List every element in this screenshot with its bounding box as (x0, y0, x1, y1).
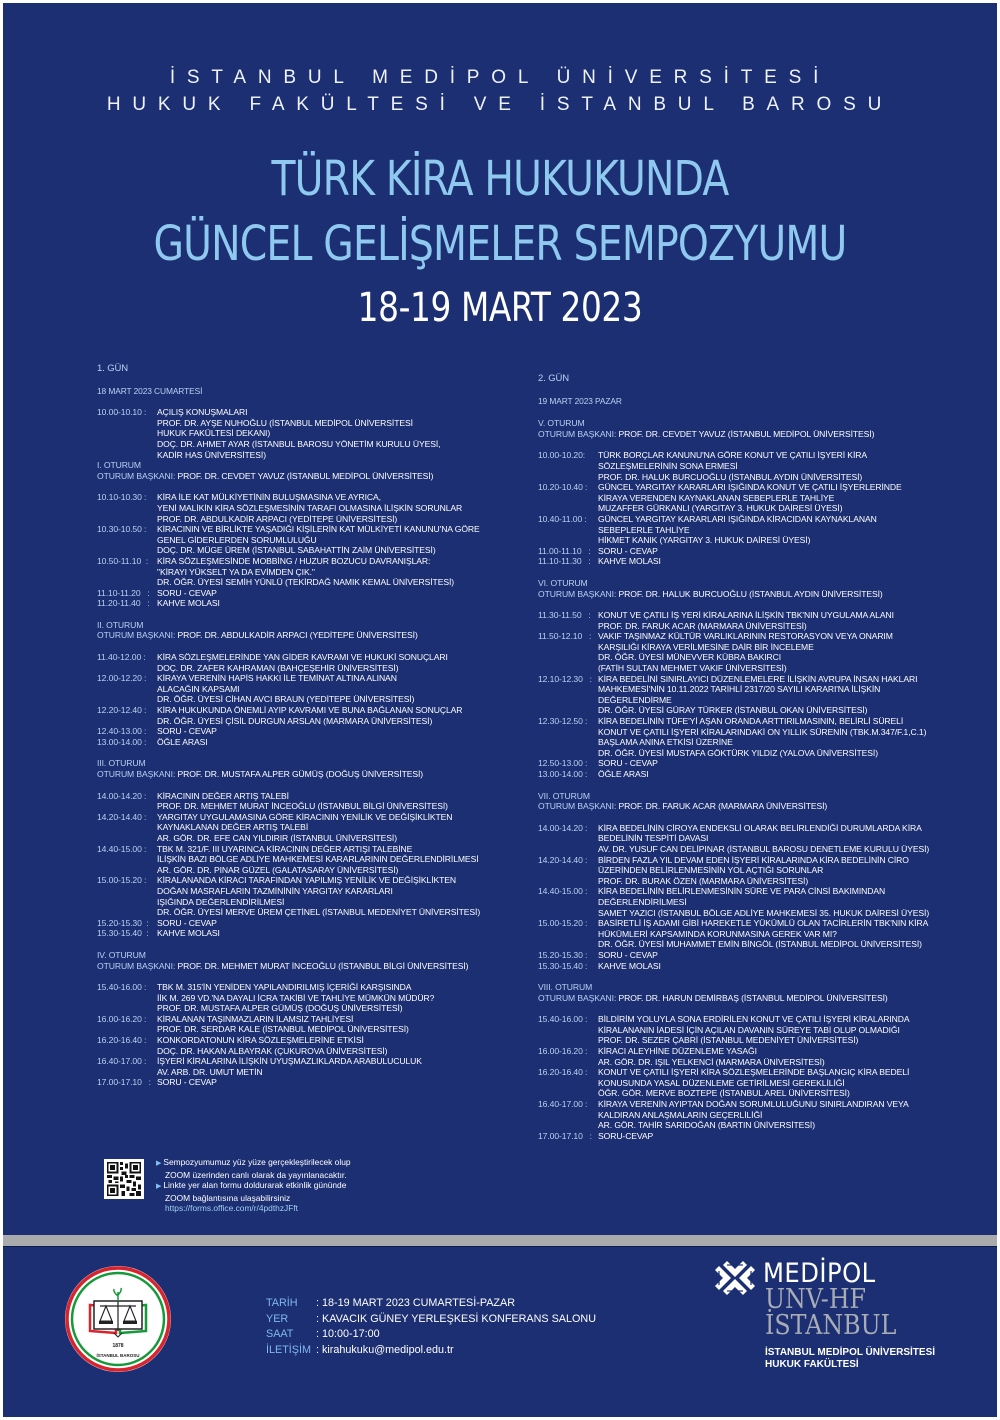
program-item-time: 11.10-11.30 : (538, 556, 593, 567)
poster (3, 3, 997, 1417)
session-chair-name: PROF. DR. MEHMET MURAT İNCEOĞLU (İSTANBUL BİLGİ ÜNİVERSİTESİ) (177, 960, 469, 971)
program-item-line: PROF. DR. ABDULKADİR ARPACI (YEDİTEPE ÜNİVERSİTESİ) (157, 513, 398, 524)
program-item-line: PROF. DR. HALUK BURCUOĞLU (İSTANBUL AYDIN ÜNİVERSİTESİ) (598, 471, 863, 482)
opening-speaker-cont: KADİR HAS ÜNİVERSİTESİ) (157, 449, 266, 460)
program-item-line: PROF. DR. FARUK ACAR (MARMARA ÜNİVERSİTESİ) (598, 620, 807, 631)
event-time-row (266, 1327, 596, 1343)
program-item-line: AR. GÖR. TAHİR SARIDOĞAN (BARTIN ÜNİVERSİTESİ) (598, 1120, 815, 1131)
session-chair (97, 769, 517, 780)
program-item-title: BİLDİRİM YOLUYLA SONA ERDİRİLEN KONUT VE ÇATILI İŞYERİ KİRALARINDA (598, 1014, 910, 1025)
org-line-2: HUKUK FAKÜLTESİ VE İSTANBUL BAROSU (106, 94, 894, 115)
program-item (97, 737, 517, 748)
program-item-title: KAHVE MOLASI (157, 928, 220, 939)
program-item-time: 15.40-16.00 : (538, 1014, 590, 1025)
program-item (538, 758, 958, 769)
program-item (538, 631, 958, 673)
session-chair-name: PROF. DR. HARUN DEMİRBAŞ (İSTANBUL MEDİPOL ÜNİVERSİTESİ) (618, 992, 888, 1003)
program-item-line: KALDIRAN ANLAŞMALARIN GEÇERLİLİĞİ (598, 1109, 763, 1120)
program-item-line: DEĞERLENDİRİLMESİ (598, 896, 687, 907)
program-item-time: 11.10-11.20 : (97, 587, 152, 598)
program-item (538, 1067, 958, 1099)
program-item-line: HÜKÜMLERİ KAPSAMINDA KORUNMASINA GEREK VAR MI? (598, 928, 837, 939)
program-item (538, 950, 958, 961)
session-chair-name: PROF. DR. ABDULKADİR ARPACI (YEDİTEPE ÜNİVERSİTESİ) (177, 630, 418, 641)
program-item (538, 855, 958, 887)
program-item (538, 674, 958, 716)
istanbul-barosu-logo (64, 1265, 172, 1373)
program-item (97, 598, 517, 609)
program-item-title: SORU - CEVAP (157, 917, 217, 928)
program-item-time: 12.30-12.50 : (538, 716, 590, 727)
program-item-line: "KİRAYI YÜKSELT YA DA EVİMDEN ÇIK." (157, 566, 315, 577)
program-item-title: KİRACI ALEYHİNE DÜZENLEME YASAĞI (598, 1046, 757, 1057)
program-item-line: KONUT VE ÇATILI İŞYERİ KİRALARINDAKİ ON YILLIK SÜRENİN (TBK.M.347/F.1,C.1) (598, 726, 927, 737)
program-item (97, 918, 517, 929)
event-date-value: : 18-19 MART 2023 CUMARTESİ-PAZAR (316, 1297, 516, 1309)
program-item-line: (FATİH SULTAN MEHMET VAKIF ÜNİVERSİTESİ) (598, 663, 787, 674)
program-item-time: 11.50-12.10 : (538, 631, 594, 642)
online-info-line: ZOOM bağlantısına ulaşabilirsiniz (165, 1192, 291, 1203)
session-chair-name: PROF. DR. MUSTAFA ALPER GÜMÜŞ (DOĞUŞ ÜNİVERSİTESİ) (177, 769, 424, 779)
program-item (97, 791, 517, 812)
opening-speaker: DOÇ. DR. AHMET AYAR (İSTANBUL BAROSU YÖNETİM KURULU ÜYESİ, (157, 438, 441, 449)
program-item-line: KARŞILIĞI KİRAYA VERİLMESİNE DAİR BİR İNCELEME (598, 641, 814, 652)
session-chair-name: PROF. DR. FARUK ACAR (MARMARA ÜNİVERSİTESİ) (618, 801, 828, 812)
session-chair-name: PROF. DR. HALUK BURCUOĞLU (İSTANBUL AYDIN ÜNİVERSİTESİ) (618, 588, 883, 599)
program-item (538, 716, 958, 758)
opening-title: AÇILIŞ KONUŞMALARI (157, 407, 248, 418)
program-item-line: BAŞLAMA ANINA ETKİSİ ÜZERİNE (598, 737, 733, 748)
session-chair-label: OTURUM BAŞKANI: (538, 588, 619, 599)
svg-text:1878: 1878 (112, 1343, 124, 1349)
program-item-title: KONUT VE ÇATILI İŞYERİ KİRA SÖZLEŞMELERİNDE BAŞLANGIÇ KİRA BEDELİ (598, 1067, 910, 1078)
program-item-title: BASİRETLİ İŞ ADAMI GİBİ HAREKETLE YÜKÜMLÜ OLAN TACİRLERİN TBK'NIN KİRA (598, 918, 929, 929)
program-item-title: GÜNCEL YARGITAY KARARLARI IŞIĞINDA KİRACIDAN KAYNAKLANAN (598, 513, 877, 524)
day-1-date: 18 MART 2023 CUMARTESİ (97, 385, 203, 396)
program-item-line: SAMET YAZICI (İSTANBUL BÖLGE ADLİYE MAHKEMESİ 35. HUKUK DAİRESİ ÜYESİ) (598, 907, 930, 918)
program-item-title: KİRA BEDELİNİN BELİRLENMESİNİN SÜRE VE PARA CİNSİ BAKIMINDAN (598, 886, 886, 897)
program-item-time: 16.00-16.20 : (538, 1046, 590, 1057)
program-item-line: AR. GÖR. DR. PINAR GÜZEL (GALATASARAY ÜNİVERSİTESİ) (157, 864, 399, 875)
online-info-line: ZOOM üzerinden canlı olarak da yayınlanacaktır. (165, 1169, 347, 1180)
program-item-time: 10.30-10.50 : (97, 524, 149, 535)
session-chair-label: OTURUM BAŞKANI: (538, 801, 619, 812)
session-title: VII. OTURUM (538, 790, 590, 801)
program-item-time: 15.20-15.30 : (538, 949, 590, 960)
program-item-time: 13.00-14.00 : (538, 769, 590, 779)
program-item (538, 514, 958, 546)
program-item (538, 610, 958, 631)
symposium-title-line-2: GÜNCEL GELİŞMELER SEMPOZYUMU (153, 216, 847, 272)
medipol-mark-icon (713, 1259, 757, 1297)
session-block (538, 791, 958, 972)
program-item-line: DOÇ. DR. ZAFER KAHRAMAN (BAHÇEŞEHİR ÜNİVERSİTESİ) (157, 662, 399, 673)
program-item-time: 12.40-13.00 : (97, 726, 149, 737)
program-item-title: KİRA İLE KAT MÜLKİYETİNİN BULUŞMASINA VE AYRICA, (157, 492, 381, 503)
program-item (538, 823, 958, 855)
program-item-time: 10.10-10.30 : (97, 492, 149, 503)
program-item-line: DOĞAN MASRAFLARIN TAZMİNİNİN YARGITAY KARARLARI (157, 885, 393, 896)
program-item-time: 10.50-11.10 : (97, 555, 151, 566)
program-item-line: PROF. DR. BURAK ÖZEN (MARMARA ÜNİVERSİTESİ) (598, 875, 809, 886)
program-item-line: PROF. DR. MEHMET MURAT İNCEOĞLU (İSTANBUL BİLGİ ÜNİVERSİTESİ) (157, 801, 448, 812)
program-item-title: YARGITAY UYGULAMASINA GÖRE KİRACININ YENİLİK VE DEĞİŞİKLİKTEN (157, 811, 453, 822)
program-item (97, 1077, 517, 1088)
program-item-time: 16.00-16.20 : (97, 1013, 149, 1024)
program-item-line: PROF. DR. SERDAR KALE (İSTANBUL MEDİPOL ÜNİVERSİTESİ) (157, 1024, 409, 1035)
svg-text:İSTANBUL BAROSU: İSTANBUL BAROSU (96, 1353, 140, 1358)
event-time-label: SAAT (266, 1328, 294, 1341)
program-item-title: KİRAYA VERENİN AYIPTAN DOĞAN SORUMLULUĞUNU SINIRLANDIRAN VEYA (598, 1099, 909, 1110)
program-item-title: KİRA BEDELİNİ SINIRLAYICI DÜZENLEMELERE İLİŞKİN AVRUPA İNSAN HAKLARI (598, 673, 918, 684)
session-title: IV. OTURUM (97, 949, 146, 960)
footer-divider-line (3, 1246, 997, 1247)
program-item-title: SORU - CEVAP (157, 726, 217, 737)
program-item-line: AV. ARB. DR. UMUT METİN (157, 1066, 263, 1077)
program-item-line: DR. ÖĞR. ÜYESİ MERVE ÜREM ÇETİNEL (İSTANBUL MEDENİYET ÜNİVERSİTESİ) (157, 907, 481, 918)
event-contact-label: İLETİŞİM (266, 1343, 311, 1356)
program-item-line: GENEL GİDERLERDEN SORUMLULUĞU (157, 534, 317, 545)
program-item-time: 11.40-12.00 : (97, 652, 148, 663)
session-chair-label: OTURUM BAŞKANI: (538, 428, 619, 439)
medipol-faculty-1: İSTANBUL MEDİPOL ÜNİVERSİTESİ (765, 1347, 936, 1358)
session-chair (538, 589, 958, 600)
program-item-time: 14.20-14.40 : (97, 811, 149, 822)
program-item-time: 16.40-17.00 : (538, 1099, 590, 1110)
footer-divider (3, 1235, 997, 1246)
event-details (266, 1296, 596, 1358)
program-item-line: DR. ÖĞR. ÜYESİ ÇİSİL DURGUN ARSLAN (MARMARA ÜNİVERSİTESİ) (157, 715, 433, 726)
session-title: VI. OTURUM (538, 577, 588, 588)
program-item-line: ÖĞR. GÖR. MERVE BOZTEPE (İSTANBUL AREL ÜNİVERSİTESİ) (598, 1088, 850, 1099)
program-item (538, 1099, 958, 1131)
program-item-title: KAHVE MOLASI (598, 960, 661, 971)
registration-link[interactable]: https://forms.office.com/r/4pdthzJFft (165, 1203, 298, 1214)
program-item-title: KİRA SÖZLEŞMESİNDE MOBBİNG / HUZUR BOZUCU DAVRANIŞLAR: (157, 555, 431, 566)
program-item (97, 673, 517, 705)
program-item (97, 705, 517, 726)
program-item-line: AR. GÖR. DR. EFE CAN YILDIRIR (İSTANBUL ÜNİVERSİTESİ) (157, 832, 397, 843)
event-time-value: : 10:00-17:00 (316, 1328, 380, 1341)
event-place-row (266, 1312, 596, 1328)
day-2-sessions (538, 418, 958, 1141)
session-chair (538, 993, 958, 1004)
opening-time: 10.00-10.10 : (97, 407, 149, 418)
program-item-title: KONKORDATONUN KİRA SÖZLEŞMELERİNE ETKİSİ (157, 1035, 364, 1046)
session-title: I. OTURUM (97, 460, 141, 471)
program-item-line: DOÇ. DR. HAKAN ALBAYRAK (ÇUKUROVA ÜNİVERSİTESİ) (157, 1045, 388, 1056)
program-item-line: YENİ MALİKİN KİRA SÖZLEŞMESİNİN TARAFI OLMASINA İLİŞKİN SORUNLAR (157, 502, 463, 513)
event-contact-row (266, 1343, 596, 1359)
program-item-line: DR. ÖĞR. ÜYESİ MÜNEVVER KÜBRA BAKIRCI (598, 652, 782, 663)
session-block (538, 418, 958, 567)
program-item (97, 844, 517, 876)
program-item-line: İLİŞKİN BAZI BÖLGE ADLİYE MAHKEMESİ KARARLARININ DEĞERLENDİRİLMESİ (157, 854, 479, 865)
program-item-time: 15.00-15.20 : (97, 875, 149, 886)
session-chair-name: PROF. DR. CEVDET YAVUZ (İSTANBUL MEDİPOL ÜNİVERSİTESİ) (177, 470, 434, 481)
program-item-time: 12.00-12.20 : (97, 673, 149, 684)
program-item-title: KİRA SÖZLEŞMELERİNDE YAN GİDER KAVRAMI VE HUKUKİ SONUÇLARI (157, 652, 448, 663)
program-item-line: DEĞERLENDİRME (598, 694, 672, 705)
program-item (538, 1046, 958, 1067)
session-chair (97, 471, 517, 482)
session-title: V. OTURUM (538, 418, 585, 429)
program-item (538, 769, 958, 780)
program-item-time: 11.30-11.50 : (538, 610, 593, 621)
online-info-line: Sempozyumumuz yüz yüze gerçekleştirilecek olup (163, 1157, 351, 1167)
program-item-line: DOÇ. DR. MÜGE ÜREM (İSTANBUL SABAHATTİN ZAİM ÜNİVERSİTESİ) (157, 545, 436, 556)
medipol-name: MEDİPOL (763, 1258, 876, 1289)
session-title: VIII. OTURUM (538, 982, 593, 993)
contact-email-link[interactable]: : kirahukuku@medipol.edu.tr (316, 1343, 454, 1356)
program-item-time: 15.00-15.20 : (538, 918, 590, 929)
program-item-title: ÖĞLE ARASI (157, 736, 208, 747)
program-item (538, 886, 958, 918)
program-item-title: KİRACININ VE BİRLİKTE YAŞADIĞI KİŞİLERİN KAT MÜLKİYETİ KANUNU'NA GÖRE (157, 524, 480, 535)
program-item (538, 482, 958, 514)
opening-row (97, 407, 517, 460)
medipol-sub-1: UNV-HF (765, 1284, 867, 1315)
program-item-time: 10.00-10.20: (538, 450, 588, 461)
session-chair-name: PROF. DR. CEVDET YAVUZ (İSTANBUL MEDİPOL ÜNİVERSİTESİ) (618, 428, 875, 439)
day-1-program (97, 364, 517, 1099)
session-block (97, 620, 517, 748)
program-item-title: TÜRK BORÇLAR KANUNU'NA GÖRE KONUT VE ÇATILI İŞYERİ KİRA (598, 450, 867, 461)
program-item-title: SORU-CEVAP (598, 1130, 654, 1141)
program-item (97, 524, 517, 556)
program-item-line: MUZAFFER GÜRKANLI (YARGITAY 3. HUKUK DAİRESİ ÜYESİ) (598, 503, 843, 514)
program-item-line: ALACAĞIN KAPSAMI (157, 683, 240, 694)
program-item (538, 961, 958, 972)
session-chair-label: OTURUM BAŞKANI: (97, 470, 178, 481)
session-chair-label: OTURUM BAŞKANI: (97, 960, 178, 971)
program-item-title: VAKIF TAŞINMAZ KÜLTÜR VARLIKLARININ RESTORASYON VEYA ONARIM (598, 631, 893, 642)
program-item (97, 812, 517, 844)
program-item-line: DR. ÖĞR. ÜYESİ SEMİH YÜNLÜ (TEKİRDAĞ NAMIK KEMAL ÜNİVERSİTESİ) (157, 577, 455, 588)
program-item-line: AR. GÖR. DR. IŞIL YELKENCİ (MARMARA ÜNİVERSİTESİ) (598, 1056, 825, 1067)
program-item (97, 982, 517, 1014)
program-item-line: PROF. DR. MUSTAFA ALPER GÜMÜŞ (DOĞUŞ ÜNİVERSİTESİ) (157, 1003, 403, 1014)
day-2-date: 19 MART 2023 PAZAR (538, 395, 622, 406)
program-item-title: ÖĞLE ARASI (598, 769, 649, 779)
day-2-program (538, 374, 958, 1152)
program-item-time: 10.40-11.00 : (538, 513, 589, 524)
program-item-line: ÜZERİNDEN BELİRLENMESİNİN YOL AÇTIĞI SORUNLAR (598, 865, 824, 876)
program-item-time: 17.00-17.10 : (97, 1077, 154, 1088)
program-item-title: KİRA BEDELİNİN CİROYA ENDEKSLİ OLARAK BELİRLENDİĞİ DURUMLARDA KİRA (598, 822, 922, 833)
program-item-time: 15.40-16.00 : (97, 982, 149, 993)
program-item-line: IŞIĞINDA DEĞERLENDİRİLMESİ (157, 896, 285, 907)
day-1-label: 1. GÜN (97, 363, 129, 374)
program-item-time: 12.50-13.00 : (538, 758, 590, 769)
program-item-title: SORU - CEVAP (157, 1077, 217, 1088)
triangle-right-icon: ▶ (156, 1183, 162, 1191)
program-item (538, 450, 958, 482)
program-item (97, 652, 517, 673)
program-item (97, 588, 517, 599)
program-item-time: 14.00-14.20 : (538, 822, 590, 833)
session-chair-label: OTURUM BAŞKANI: (97, 769, 178, 779)
symposium-title-line-1: TÜRK KİRA HUKUKUNDA (271, 151, 729, 207)
program-item-title: SORU - CEVAP (598, 758, 658, 769)
org-line-1: İSTANBUL MEDİPOL ÜNİVERSİTESİ (169, 67, 831, 88)
session-title: III. OTURUM (97, 758, 146, 769)
program-item-line: DR. ÖĞR. ÜYESİ MUHAMMET EMİN BİNGÖL (İSTANBUL MEDİPOL ÜNİVERSİTESİ) (598, 939, 922, 950)
program-item-line: MAHKEMESİ'NİN 10.11.2022 TARİHLİ 2317/20 SAYILI KARARI'NA İLİŞKİN (598, 684, 881, 695)
event-place-label: YER (266, 1312, 289, 1325)
program-item-time: 16.20-16.40 : (538, 1067, 590, 1078)
program-item-line: DR. ÖĞR. ÜYESİ MUSTAFA GÖKTÜRK YILDIZ (YALOVA ÜNİVERSİTESİ) (598, 747, 878, 758)
program-item-title: KİRACININ DEĞER ARTIŞ TALEBİ (157, 790, 289, 801)
session-chair (97, 630, 517, 641)
session-chair-label: OTURUM BAŞKANI: (97, 630, 178, 641)
program-item-time: 17.00-17.10 : (538, 1130, 595, 1141)
program-item-title: TBK M. 321/F. III UYARINCA KİRACININ DEĞER ARTIŞI TALEBİNE (157, 843, 413, 854)
program-item-line: SEBEPLERLE TAHLİYE (598, 524, 690, 535)
day-2-label: 2. GÜN (538, 373, 570, 384)
session-chair (538, 429, 958, 440)
program-item-title: SORU - CEVAP (598, 545, 658, 556)
program-item-title: TBK M. 315'İN YENİDEN YAPILANDIRILMIŞ İÇERİĞİ KARŞISINDA (157, 982, 412, 993)
program-item (538, 556, 958, 567)
session-chair-label: OTURUM BAŞKANI: (538, 992, 619, 1003)
program-item-time: 12.10-12.30 : (538, 673, 595, 684)
program-item (538, 546, 958, 557)
program-item (538, 1131, 958, 1142)
opening-speaker-cont: HUKUK FAKÜLTESİ DEKANI) (157, 428, 271, 439)
program-item-time: 16.20-16.40 : (97, 1035, 149, 1046)
program-item-line: KONUSUNDA YASAL DÜZENLEME GETİRİLMESİ GEREKLİLİĞİ (598, 1077, 845, 1088)
program-item-title: İŞYERİ KİRALARINA İLİŞKİN UYUŞMAZLIKLARDA ARABULUCULUK (157, 1056, 422, 1067)
medipol-sub-2: İSTANBUL (765, 1310, 897, 1341)
program-item-title: SORU - CEVAP (598, 949, 658, 960)
medipol-logo (713, 1257, 953, 1377)
program-item-time: 12.20-12.40 : (97, 705, 149, 716)
online-info-text (156, 1157, 351, 1214)
online-info (104, 1157, 404, 1217)
program-item-title: KAHVE MOLASI (598, 556, 661, 567)
program-item-time: 16.40-17.00 : (97, 1056, 149, 1067)
program-item-title: KİRA HUKUKUNDA ÖNEMLİ AYIP KAVRAMI VE BUNA BAĞLANAN SONUÇLAR (157, 705, 463, 716)
program-item-title: KİRALANANDA KİRACI TARAFINDAN YAPILMIŞ YENİLİK VE DEĞİŞİKLİKTEN (157, 875, 457, 886)
symposium-date: 18-19 MART 2023 (357, 285, 643, 331)
program-item-time: 15.20-15.30 : (97, 917, 151, 928)
program-item-time: 14.00-14.20 : (97, 790, 149, 801)
program-item-time: 14.20-14.40 : (538, 854, 590, 865)
program-item-time: 13.00-14.00 : (97, 736, 149, 747)
session-title: II. OTURUM (97, 619, 144, 630)
program-item-line: AV. DR. YUSUF CAN DELİPINAR (İSTANBUL BAROSU DENETLEME KURULU ÜYESİ) (598, 843, 930, 854)
session-block (538, 982, 958, 1141)
program-item (97, 875, 517, 917)
program-item-time: 14.40-15.00 : (538, 886, 590, 897)
program-item-time: 10.20-10.40 : (538, 482, 590, 493)
program-item-title: KİRAYA VERENİN HAPİS HAKKI İLE TEMİNAT ALTINA ALINAN (157, 673, 397, 684)
session-block (97, 950, 517, 1088)
qr-code-icon[interactable] (104, 1159, 144, 1199)
program-item-time: 11.00-11.10 : (538, 545, 593, 556)
program-item (97, 726, 517, 737)
program-item (97, 928, 517, 939)
program-item-title: GÜNCEL YARGITAY KARARLARI IŞIĞINDA KONUT VE ÇATILI İŞYERLERİNDE (598, 482, 902, 493)
program-item-time: 15.30-15.40 : (97, 928, 151, 939)
medipol-faculty-2: HUKUK FAKÜLTESİ (765, 1359, 859, 1370)
program-item-line: SÖZLEŞMELERİNİN SONA ERMESİ (598, 460, 738, 471)
event-date-label: TARİH (266, 1297, 298, 1309)
program-item-title: KONUT VE ÇATILI İŞ YERİ KİRALARINA İLİŞKİN TBK'NIN UYGULAMA ALANI (598, 610, 894, 621)
program-item-line: DR. ÖĞR. ÜYESİ CİHAN AVCI BRAUN (YEDİTEPE ÜNİVERSİTESİ) (157, 694, 415, 705)
program-item-line: PROF. DR. SEZER ÇABRİ (İSTANBUL MEDENİYET ÜNİVERSİTESİ) (598, 1035, 859, 1046)
program-item (97, 556, 517, 588)
triangle-right-icon: ▶ (156, 1160, 162, 1167)
online-info-line: Linkte yer alan formu doldurarak etkinlik gününde (163, 1180, 347, 1191)
program-item (97, 1035, 517, 1056)
program-item-title: KİRA BEDELİNİN TÜFE'Yİ AŞAN ORANDA ARTTIRILMASININ, BELİRLİ SÜRELİ (598, 716, 904, 727)
program-item-title: KAHVE MOLASI (157, 598, 220, 609)
program-item-line: BEDELİNİN TESPİTİ DAVASI (598, 833, 709, 844)
program-item (97, 492, 517, 524)
program-item (97, 1014, 517, 1035)
event-date-row (266, 1296, 596, 1312)
program-item (97, 1056, 517, 1077)
session-chair (538, 801, 958, 812)
day-1-sessions (97, 460, 517, 1088)
program-item-title: BİRDEN FAZLA YIL DEVAM EDEN İŞYERİ KİRALARINDA KİRA BEDELİNİN CİRO (598, 854, 909, 865)
session-block (97, 460, 517, 609)
program-item-time: 14.40-15.00 : (97, 843, 149, 854)
program-item-line: HİKMET KANIK (YARGITAY 3. HUKUK DAİRESİ ÜYESİ) (598, 535, 811, 546)
program-item-title: SORU - CEVAP (157, 587, 217, 598)
program-item-line: KAYNAKLANAN DEĞER ARTIŞ TALEBİ (157, 822, 309, 833)
program-item (538, 1014, 958, 1046)
program-item-line: KİRALANANIN İADESİ İÇİN AÇILAN DAVANIN SÜREYE TABİ OLUP OLMADIĞI (598, 1024, 900, 1035)
event-place-value: : KAVACIK GÜNEY YERLEŞKESİ KONFERANS SALONU (316, 1312, 597, 1325)
program-item-time: 15.30-15.40 : (538, 960, 590, 971)
program-item-line: KİRAYA VERENDEN KAYNAKLANAN SEBEPLERLE TAHLİYE (598, 492, 835, 503)
opening-speaker: PROF. DR. AYŞE NUHOĞLU (İSTANBUL MEDİPOL ÜNİVERSİTESİ (157, 417, 413, 428)
program-item-title: KİRALANAN TAŞINMAZLARIN İLAMSIZ TAHLİYESİ (157, 1013, 354, 1024)
session-block (97, 758, 517, 939)
session-chair (97, 961, 517, 972)
program-item-line: DR. ÖĞR. ÜYESİ GÜRAY TÜRKER (İSTANBUL OKAN ÜNİVERSİTESİ) (598, 705, 868, 716)
session-block (538, 578, 958, 780)
program-item-time: 11.20-11.40 : (97, 598, 152, 609)
program-item (538, 918, 958, 950)
program-item-line: İİK M. 269 VD.'NA DAYALI İCRA TAKİBİ VE TAHLİYE MÜMKÜN MÜDÜR? (157, 992, 435, 1003)
